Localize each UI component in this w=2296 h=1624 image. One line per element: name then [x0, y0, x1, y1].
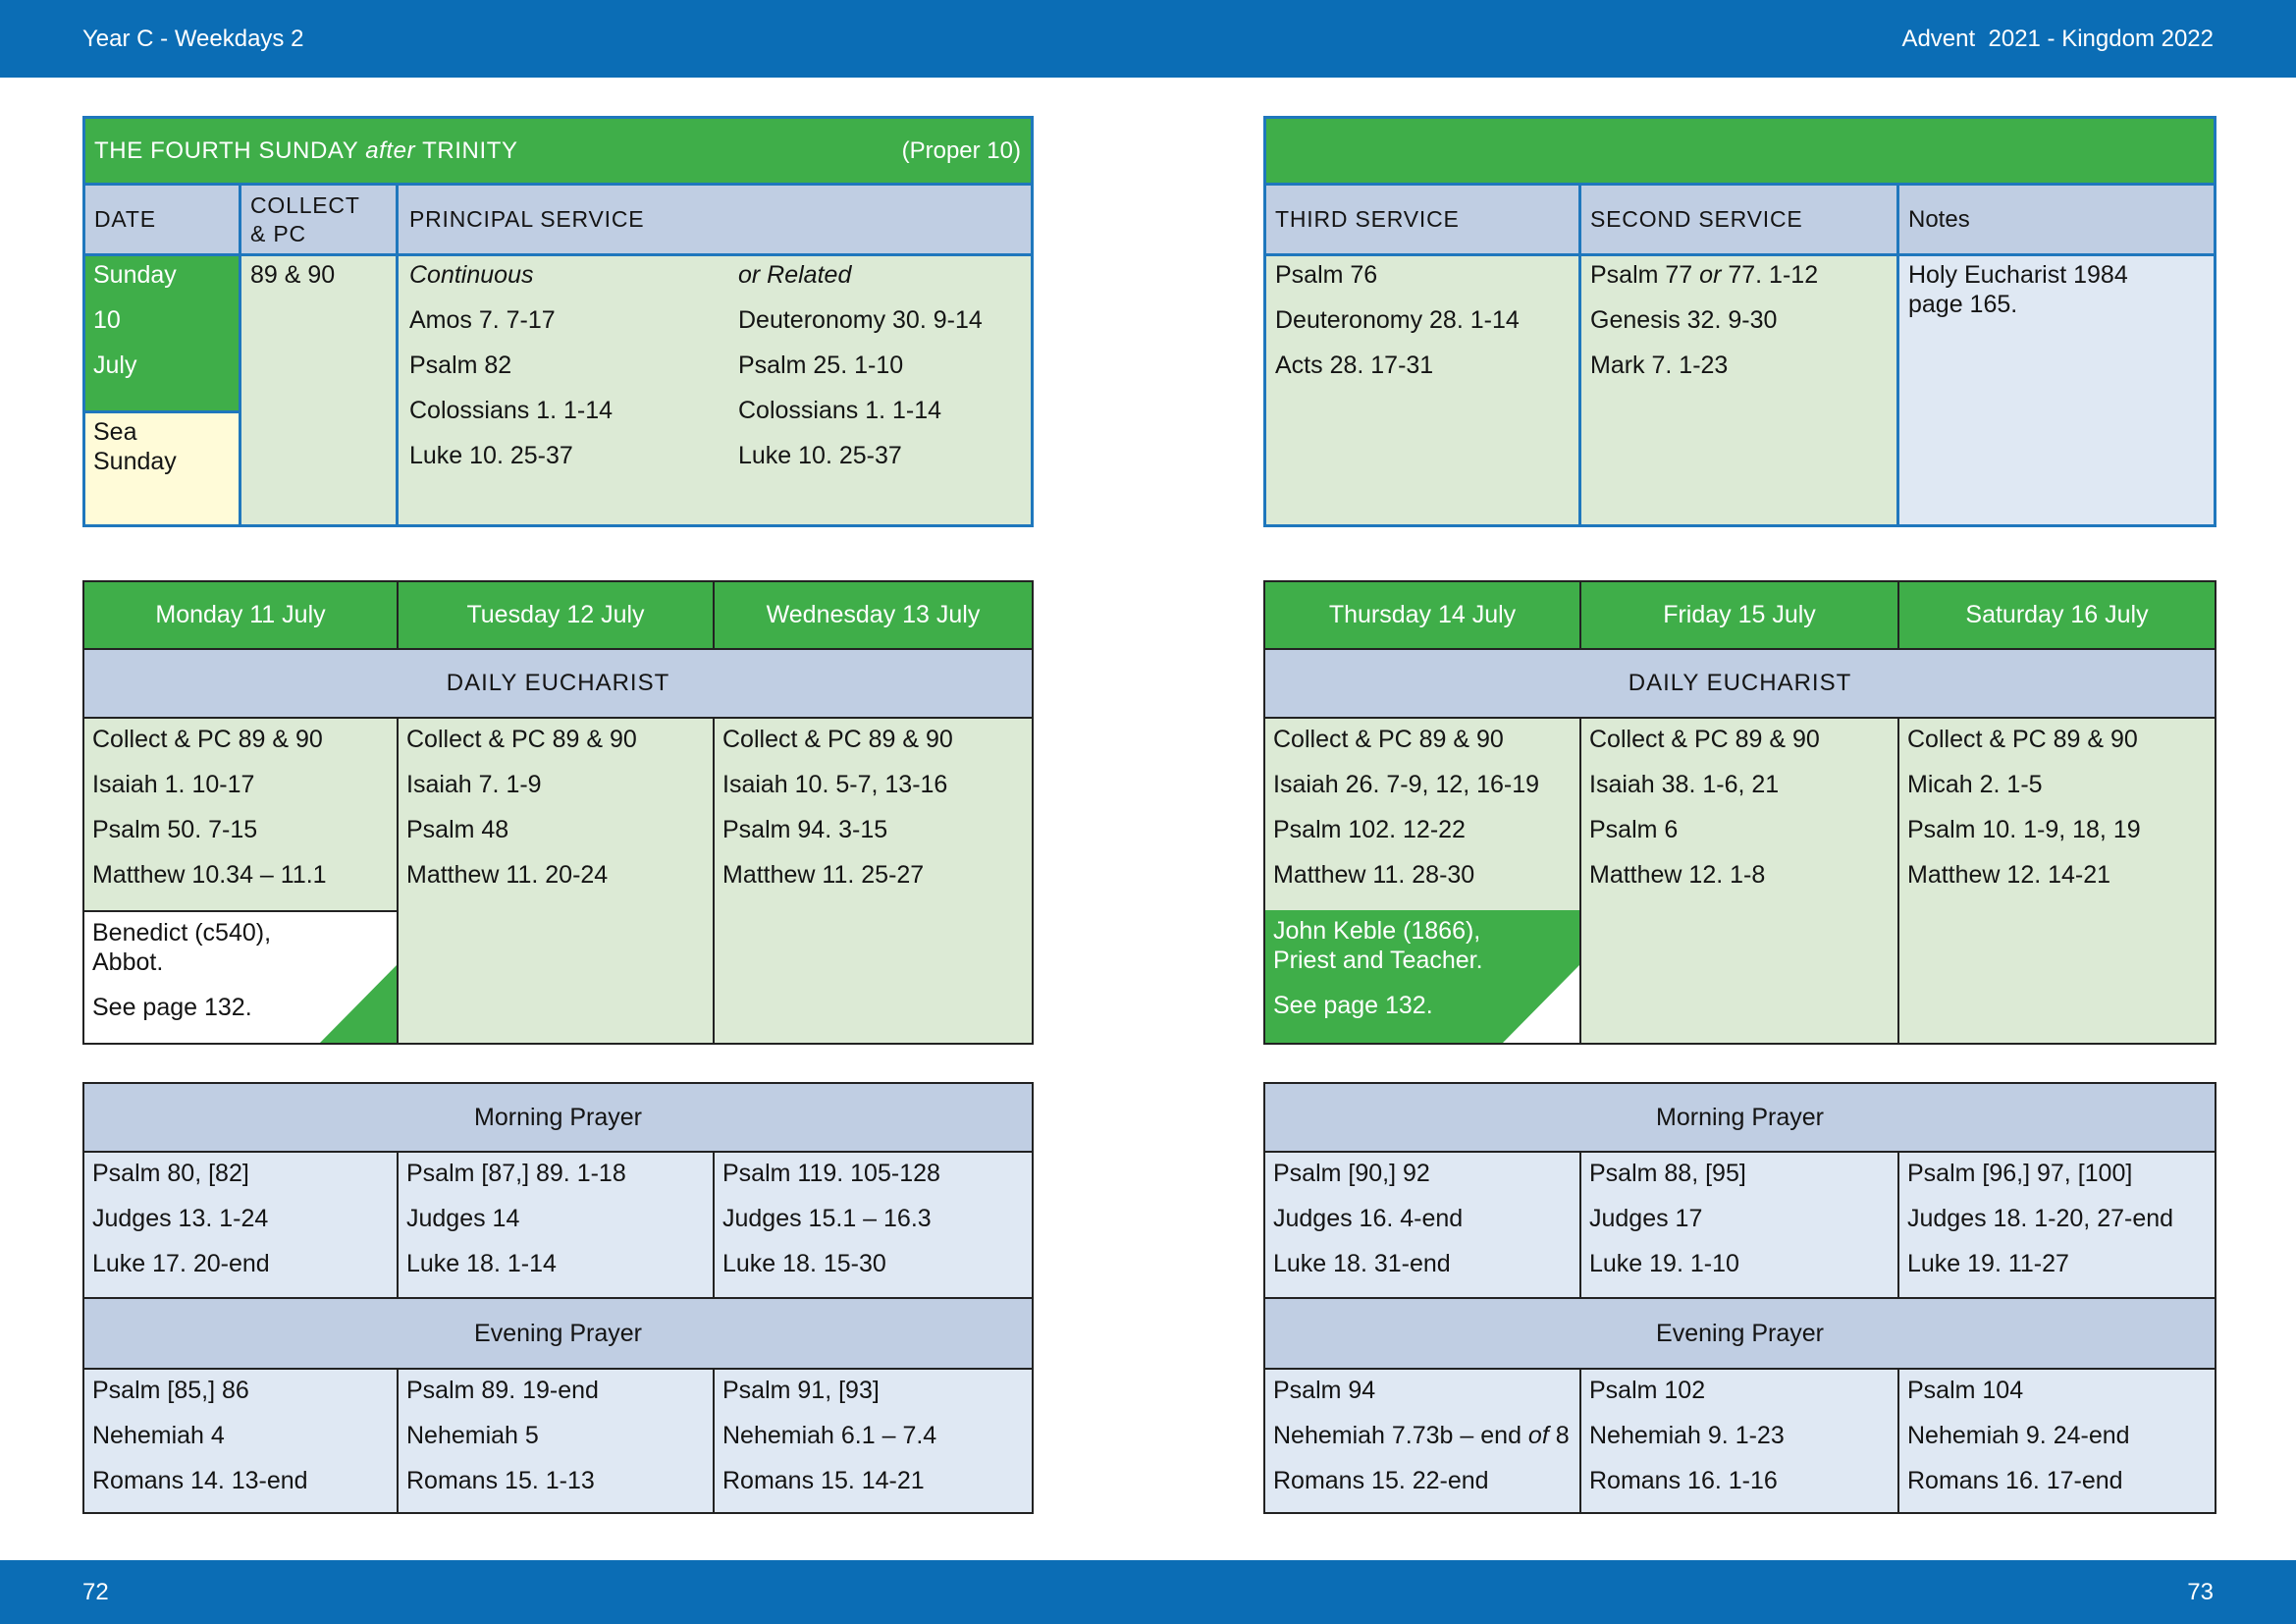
evening-reading: Romans 16. 1-16 — [1589, 1467, 1778, 1494]
eucharist-reading: Collect & PC 89 & 90 — [1589, 726, 1820, 753]
observance-block — [85, 410, 239, 524]
continuous-reading: Psalm 82 — [409, 352, 512, 379]
right-page-number: 73 — [2187, 1579, 2214, 1605]
second-service-reading-italic-part: or — [1699, 261, 1722, 289]
evening-prayer-cell — [84, 1370, 399, 1512]
day-header: Thursday 14 July — [1265, 582, 1581, 650]
morning-prayer-cell — [715, 1153, 1032, 1299]
evening-reading — [1273, 1413, 1579, 1458]
commemoration-line: Benedict (c540), — [92, 919, 272, 947]
continuous-readings — [409, 252, 738, 524]
footer-bar — [0, 1560, 2296, 1624]
morning-reading: Judges 18. 1-20, 27-end — [1907, 1205, 2174, 1232]
eucharist-reading: Isaiah 7. 1-9 — [406, 771, 542, 798]
evening-reading-pre-part: Nehemiah 7.73b – end — [1273, 1422, 1522, 1449]
proper-label: (Proper 10) — [901, 136, 1021, 164]
evening-prayer-cell — [1581, 1370, 1899, 1512]
evening-reading: Psalm 104 — [1907, 1377, 2024, 1404]
date-cell — [85, 256, 241, 524]
third-service-cell — [1266, 256, 1581, 524]
morning-reading: Psalm 80, [82] — [92, 1160, 249, 1187]
eucharist-reading: Matthew 11. 20-24 — [406, 861, 609, 889]
eucharist-reading-list — [1907, 717, 2215, 897]
day-header: Friday 15 July — [1581, 582, 1899, 650]
eucharist-reading: Psalm 94. 3-15 — [722, 816, 888, 843]
date-column-header: DATE — [85, 186, 241, 256]
evening-reading: Romans 15. 22-end — [1273, 1467, 1489, 1494]
eucharist-reading: Isaiah 1. 10-17 — [92, 771, 255, 798]
eucharist-cell — [1265, 719, 1581, 1043]
principal-service-cell — [399, 256, 1031, 524]
eucharist-reading: Collect & PC 89 & 90 — [1907, 726, 2138, 753]
eucharist-cell — [1581, 719, 1899, 1043]
principal-service-column-header: PRINCIPAL SERVICE — [399, 186, 1031, 256]
eucharist-reading: Psalm 102. 12-22 — [1273, 816, 1466, 843]
prayer-table-left — [82, 1082, 1034, 1514]
eucharist-reading-list — [92, 717, 397, 897]
evening-reading: Nehemiah 6.1 – 7.4 — [722, 1422, 937, 1449]
morning-reading: Judges 15.1 – 16.3 — [722, 1205, 932, 1232]
date-line: Sunday — [93, 261, 177, 289]
morning-prayer-cell — [1899, 1153, 2215, 1299]
date-block — [85, 256, 239, 410]
evening-prayer-cell — [399, 1370, 715, 1512]
morning-reading: Luke 19. 11-27 — [1907, 1250, 2069, 1277]
eucharist-reading: Psalm 50. 7-15 — [92, 816, 258, 843]
morning-prayer-label: Morning Prayer — [84, 1084, 1032, 1153]
commemoration-box — [84, 910, 397, 1043]
commemoration-line: Abbot. — [92, 948, 164, 976]
eucharist-reading: Matthew 11. 25-27 — [722, 861, 925, 889]
morning-reading-list — [1273, 1151, 1579, 1286]
second-service-reading-list — [1590, 252, 1896, 388]
morning-prayer-cell — [1265, 1153, 1581, 1299]
eucharist-reading: Collect & PC 89 & 90 — [722, 726, 953, 753]
related-reading: Psalm 25. 1-10 — [738, 352, 904, 379]
evening-reading: Romans 14. 13-end — [92, 1467, 308, 1494]
morning-reading: Judges 16. 4-end — [1273, 1205, 1464, 1232]
left-page-number: 72 — [82, 1579, 109, 1605]
third-service-reading: Deuteronomy 28. 1-14 — [1275, 306, 1520, 334]
eucharist-reading: Matthew 10.34 – 11.1 — [92, 861, 327, 889]
observance-line: Sea — [93, 418, 137, 446]
morning-reading-list — [92, 1151, 397, 1286]
related-reading: Luke 10. 25-37 — [738, 442, 902, 469]
evening-reading-list — [1589, 1368, 1897, 1503]
eucharist-cell — [399, 719, 715, 1043]
eucharist-reading: Isaiah 38. 1-6, 21 — [1589, 771, 1780, 798]
eucharist-reading-list — [1273, 717, 1579, 897]
eucharist-reading: Collect & PC 89 & 90 — [1273, 726, 1504, 753]
eucharist-reading: Isaiah 26. 7-9, 12, 16-19 — [1273, 771, 1540, 798]
eucharist-cell — [715, 719, 1032, 1043]
evening-reading: Psalm 89. 19-end — [406, 1377, 599, 1404]
morning-reading: Psalm [87,] 89. 1-18 — [406, 1160, 626, 1187]
evening-reading-list — [406, 1368, 713, 1503]
eucharist-reading: Collect & PC 89 & 90 — [406, 726, 637, 753]
collect-cell — [241, 256, 399, 524]
morning-reading: Judges 17 — [1589, 1205, 1703, 1232]
daily-eucharist-label: DAILY EUCHARIST — [1265, 650, 2215, 719]
header-bar — [0, 0, 2296, 78]
sunday-title-row-right — [1266, 119, 2214, 186]
second-service-reading: Mark 7. 1-23 — [1590, 352, 1729, 379]
evening-prayer-cell — [1899, 1370, 2215, 1512]
observance-line-list — [93, 417, 239, 476]
evening-reading: Romans 15. 14-21 — [722, 1467, 925, 1494]
morning-reading-list — [1907, 1151, 2215, 1286]
see-page-note: See page 132. — [92, 994, 252, 1021]
header-right-title: Advent 2021 - Kingdom 2022 — [1901, 26, 2214, 52]
commemoration-line: Priest and Teacher. — [1273, 947, 1483, 974]
evening-reading: Nehemiah 9. 1-23 — [1589, 1422, 1785, 1449]
continuous-label: Continuous — [409, 261, 534, 289]
second-service-column-header: SECOND SERVICE — [1581, 186, 1899, 256]
related-reading-list — [738, 298, 1031, 478]
eucharist-reading: Isaiah 10. 5-7, 13-16 — [722, 771, 948, 798]
eucharist-reading: Psalm 10. 1-9, 18, 19 — [1907, 816, 2141, 843]
morning-reading: Judges 14 — [406, 1205, 520, 1232]
third-service-reading: Acts 28. 17-31 — [1275, 352, 1434, 379]
morning-reading-list — [1589, 1151, 1897, 1286]
commemoration-line-list — [92, 918, 397, 977]
collect-header-line1: COLLECT — [250, 191, 360, 218]
morning-prayer-cell — [399, 1153, 715, 1299]
sunday-other-services-table — [1263, 116, 2216, 527]
date-line-list — [93, 252, 239, 388]
sunday-principal-table — [82, 116, 1034, 527]
evening-reading: Psalm 91, [93] — [722, 1377, 880, 1404]
eucharist-reading: Matthew 12. 1-8 — [1589, 861, 1766, 889]
morning-reading: Psalm 88, [95] — [1589, 1160, 1746, 1187]
evening-reading-list — [1907, 1368, 2215, 1503]
eucharist-reading-list — [1589, 717, 1897, 897]
weekday-eucharist-table-right — [1263, 580, 2216, 1045]
second-service-reading-post-part: 77. 1-12 — [1728, 261, 1819, 289]
continuous-reading-list — [409, 298, 738, 478]
weekday-eucharist-table-left — [82, 580, 1034, 1045]
related-readings — [738, 252, 1031, 524]
daily-eucharist-label: DAILY EUCHARIST — [84, 650, 1032, 719]
collect-value: 89 & 90 — [250, 261, 336, 289]
eucharist-reading: Psalm 48 — [406, 816, 509, 843]
eucharist-reading: Micah 2. 1-5 — [1907, 771, 2043, 798]
second-service-reading — [1590, 252, 1896, 298]
evening-reading: Psalm 102 — [1589, 1377, 1706, 1404]
evening-reading: Romans 16. 17-end — [1907, 1467, 2123, 1494]
notes-text: Holy Eucharist 1984 page 165. — [1908, 261, 2128, 318]
continuous-reading: Luke 10. 25-37 — [409, 442, 573, 469]
evening-reading-post-part: 8 — [1555, 1422, 1570, 1449]
morning-prayer-label: Morning Prayer — [1265, 1084, 2215, 1153]
morning-reading: Luke 18. 1-14 — [406, 1250, 557, 1277]
related-reading: Deuteronomy 30. 9-14 — [738, 306, 983, 334]
day-header: Saturday 16 July — [1899, 582, 2215, 650]
observance-line: Sunday — [93, 448, 177, 475]
evening-prayer-label: Evening Prayer — [1265, 1299, 2215, 1370]
eucharist-cell — [1899, 719, 2215, 1043]
morning-reading: Luke 19. 1-10 — [1589, 1250, 1739, 1277]
date-line: July — [93, 352, 137, 379]
second-service-reading-pre-part: Psalm 77 — [1590, 261, 1693, 289]
eucharist-reading: Matthew 11. 28-30 — [1273, 861, 1475, 889]
morning-reading: Judges 13. 1-24 — [92, 1205, 269, 1232]
related-reading: Colossians 1. 1-14 — [738, 397, 942, 424]
second-service-reading: Genesis 32. 9-30 — [1590, 306, 1778, 334]
morning-reading: Psalm [90,] 92 — [1273, 1160, 1430, 1187]
commemoration-line: John Keble (1866), — [1273, 917, 1481, 945]
evening-reading-list — [92, 1368, 397, 1503]
morning-prayer-cell — [1581, 1153, 1899, 1299]
morning-reading-list — [406, 1151, 713, 1286]
prayer-table-right — [1263, 1082, 2216, 1514]
sunday-title-main: THE FOURTH SUNDAY — [94, 136, 358, 164]
eucharist-reading-list — [406, 717, 713, 897]
evening-prayer-cell — [1265, 1370, 1581, 1512]
morning-reading: Psalm 119. 105-128 — [722, 1160, 940, 1187]
commemoration-box — [1265, 910, 1579, 1043]
evening-prayer-label: Evening Prayer — [84, 1299, 1032, 1370]
eucharist-cell — [84, 719, 399, 1043]
eucharist-reading-list — [722, 717, 1032, 897]
morning-reading: Luke 17. 20-end — [92, 1250, 270, 1277]
evening-reading-italic-part: of — [1527, 1422, 1549, 1449]
collect-column-header — [241, 186, 399, 256]
day-header: Monday 11 July — [84, 582, 399, 650]
evening-reading: Nehemiah 9. 24-end — [1907, 1422, 2130, 1449]
day-header: Tuesday 12 July — [399, 582, 715, 650]
morning-reading: Psalm [96,] 97, [100] — [1907, 1160, 2133, 1187]
sunday-title-end: TRINITY — [422, 136, 518, 164]
related-label: or Related — [738, 261, 852, 289]
morning-prayer-cell — [84, 1153, 399, 1299]
morning-reading: Luke 18. 31-end — [1273, 1250, 1451, 1277]
day-header: Wednesday 13 July — [715, 582, 1032, 650]
see-page-note: See page 132. — [1273, 992, 1433, 1019]
evening-reading: Nehemiah 5 — [406, 1422, 539, 1449]
evening-reading: Nehemiah 4 — [92, 1422, 225, 1449]
evening-reading: Psalm 94 — [1273, 1377, 1376, 1404]
third-service-reading-list — [1275, 252, 1578, 388]
continuous-reading: Amos 7. 7-17 — [409, 306, 556, 334]
morning-reading: Luke 18. 15-30 — [722, 1250, 886, 1277]
evening-prayer-cell — [715, 1370, 1032, 1512]
evening-reading-list — [722, 1368, 1032, 1503]
evening-reading: Romans 15. 1-13 — [406, 1467, 595, 1494]
third-service-reading: Psalm 76 — [1275, 261, 1378, 289]
notes-column-header: Notes — [1899, 186, 2214, 256]
eucharist-reading: Matthew 12. 14-21 — [1907, 861, 2111, 889]
sunday-title — [94, 137, 518, 165]
eucharist-reading: Collect & PC 89 & 90 — [92, 726, 323, 753]
sunday-title-row — [85, 119, 1031, 186]
eucharist-reading: Psalm 6 — [1589, 816, 1679, 843]
date-line: 10 — [93, 306, 121, 334]
collect-header-line2: & PC — [250, 220, 306, 246]
evening-reading-list — [1273, 1368, 1579, 1503]
sunday-title-italic: after — [365, 136, 416, 164]
evening-reading: Psalm [85,] 86 — [92, 1377, 249, 1404]
continuous-reading: Colossians 1. 1-14 — [409, 397, 614, 424]
header-left-title: Year C - Weekdays 2 — [82, 26, 304, 52]
third-service-column-header: THIRD SERVICE — [1266, 186, 1581, 256]
second-service-cell — [1581, 256, 1899, 524]
notes-cell — [1899, 256, 2214, 524]
morning-reading-list — [722, 1151, 1032, 1286]
commemoration-line-list — [1273, 916, 1579, 975]
